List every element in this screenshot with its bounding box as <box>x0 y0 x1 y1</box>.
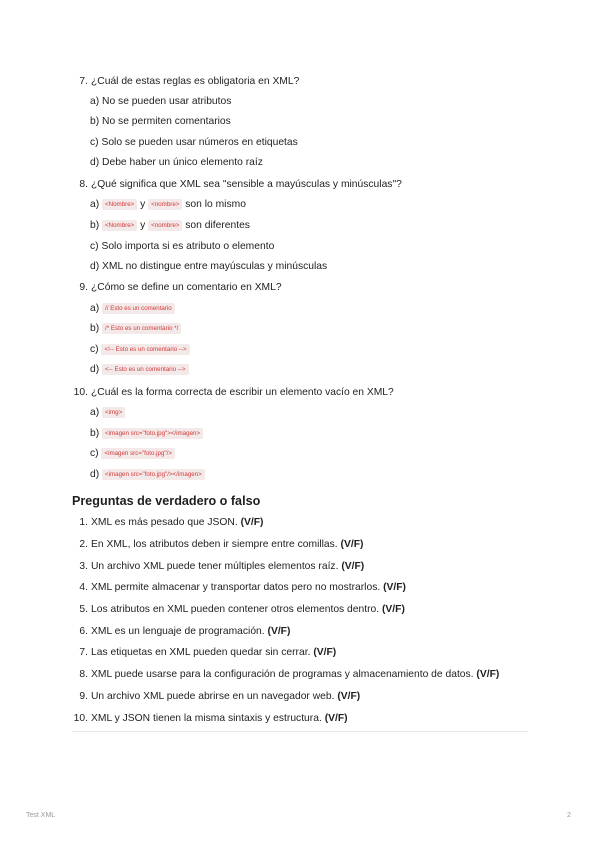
option-text: Debe haber un único elemento raíz <box>102 157 263 168</box>
code-snippet: <Nombre> <box>102 199 137 210</box>
option-label: a) <box>90 199 100 210</box>
question-text: ¿Cuál de estas reglas es obligatoria en XML? <box>91 76 300 87</box>
tf-mark: (V/F) <box>476 669 500 680</box>
option-text: No se permiten comentarios <box>102 116 231 127</box>
option-text: XML no distingue entre mayúsculas y minúsculas <box>102 261 328 272</box>
option-10c <box>90 447 175 461</box>
option-8b <box>90 219 250 233</box>
option-text: No se pueden usar atributos <box>102 96 232 107</box>
tf-mark: (V/F) <box>324 713 348 724</box>
option-7c <box>90 136 298 150</box>
option-text: Solo se pueden usar números en etiquetas <box>101 137 298 148</box>
footer-title: Test XML <box>26 812 56 819</box>
tf-number: 3. <box>79 561 88 572</box>
option-label: d) <box>90 157 100 168</box>
question-text: ¿Qué significa que XML sea "sensible a mayúsculas y minúsculas"? <box>91 179 402 190</box>
page-number: 2 <box>567 812 571 819</box>
option-8a <box>90 198 246 212</box>
tf-text: XML es más pesado que JSON. <box>91 517 238 528</box>
tf-text: Un archivo XML puede tener múltiples elementos raíz. <box>91 561 339 572</box>
tf-mark: (V/F) <box>341 561 365 572</box>
tf-number: 6. <box>79 626 88 637</box>
code-snippet: <-- Esto es un comentario --> <box>102 364 188 375</box>
tf-mark: (V/F) <box>240 517 264 528</box>
tf-text: XML y JSON tienen la misma sintaxis y estructura. <box>91 713 322 724</box>
option-label: d) <box>90 364 100 375</box>
tf-mark: (V/F) <box>383 582 406 593</box>
tf-text: Las etiquetas en XML pueden quedar sin cerrar. <box>91 647 311 658</box>
option-8d <box>90 260 327 274</box>
question-10 <box>72 386 394 400</box>
tf-number: 8. <box>79 669 88 680</box>
option-text: Solo importa si es atributo o elemento <box>101 241 275 252</box>
code-snippet: <img> <box>102 407 125 418</box>
code-snippet: <nombre> <box>148 199 182 210</box>
option-label: c) <box>90 344 99 355</box>
tf-number: 4. <box>79 582 88 593</box>
question-number: 9. <box>79 282 88 293</box>
question-text: ¿Cómo se define un comentario en XML? <box>91 282 282 293</box>
tf-item-9 <box>72 690 360 704</box>
divider <box>72 731 528 732</box>
option-label: b) <box>90 428 100 439</box>
question-text: ¿Cuál es la forma correcta de escribir un elemento vacío en XML? <box>91 387 394 398</box>
option-label: b) <box>90 220 100 231</box>
tf-mark: (V/F) <box>382 604 405 615</box>
tf-number: 2. <box>79 539 88 550</box>
option-label: c) <box>90 137 99 148</box>
code-snippet: <Nombre> <box>102 220 137 231</box>
option-9d <box>90 363 189 377</box>
question-number: 10. <box>73 387 88 398</box>
tf-number: 10. <box>73 713 88 724</box>
option-9a <box>90 302 175 316</box>
tf-item-3 <box>72 560 364 574</box>
option-label: c) <box>90 448 99 459</box>
option-label: d) <box>90 261 100 272</box>
code-snippet: <imagen src="foto.jpg"></imagen> <box>102 428 203 439</box>
tf-number: 7. <box>79 647 88 658</box>
option-7d <box>90 156 263 170</box>
tf-item-10 <box>72 712 348 726</box>
code-snippet: <imagen src="foto.jpg"/> <box>101 448 175 459</box>
tf-item-2 <box>72 538 363 552</box>
tf-mark: (V/F) <box>267 626 291 637</box>
tf-text: Los atributos en XML pueden contener otros elementos dentro. <box>91 604 380 615</box>
tf-mark: (V/F) <box>313 647 337 658</box>
tf-item-5 <box>72 603 405 617</box>
option-10a <box>90 406 125 420</box>
code-snippet: /* Esto es un comentario */ <box>102 323 181 334</box>
code-snippet: <nombre> <box>148 220 182 231</box>
option-connector: y <box>140 220 146 231</box>
tf-text: XML puede usarse para la configuración de programas y almacenamiento de datos. <box>91 669 474 680</box>
option-label: b) <box>90 323 100 334</box>
section-heading: Preguntas de verdadero o falso <box>72 494 261 508</box>
tf-text: XML permite almacenar y transportar datos pero no mostrarlos. <box>91 582 381 593</box>
option-label: a) <box>90 407 100 418</box>
tf-item-7 <box>72 646 336 660</box>
tf-item-8 <box>72 668 499 682</box>
tf-item-6 <box>72 625 290 639</box>
option-7a <box>90 95 231 109</box>
tf-mark: (V/F) <box>340 539 364 550</box>
option-7b <box>90 115 231 129</box>
question-number: 8. <box>79 179 88 190</box>
option-text: son lo mismo <box>185 199 246 210</box>
tf-mark: (V/F) <box>337 691 361 702</box>
code-snippet: // Esto es un comentario <box>102 303 175 314</box>
code-snippet: <imagen src="foto.jpg"/></imagen> <box>102 469 205 480</box>
tf-text: En XML, los atributos deben ir siempre entre comillas. <box>91 539 338 550</box>
tf-text: Un archivo XML puede abrirse en un navegador web. <box>91 691 335 702</box>
tf-item-1 <box>72 516 263 530</box>
option-connector: y <box>140 199 146 210</box>
tf-number: 5. <box>79 604 88 615</box>
option-label: a) <box>90 96 100 107</box>
option-label: c) <box>90 241 99 252</box>
tf-number: 9. <box>79 691 88 702</box>
option-text: son diferentes <box>185 220 250 231</box>
option-label: d) <box>90 469 100 480</box>
tf-text: XML es un lenguaje de programación. <box>91 626 265 637</box>
question-8 <box>72 178 402 192</box>
tf-item-4 <box>72 581 406 595</box>
option-label: b) <box>90 116 100 127</box>
code-snippet: <!-- Esto es un comentario --> <box>101 344 189 355</box>
question-number: 7. <box>79 76 88 87</box>
option-label: a) <box>90 303 100 314</box>
tf-number: 1. <box>79 517 88 528</box>
option-8c <box>90 240 274 254</box>
option-10d <box>90 468 205 482</box>
option-10b <box>90 427 203 441</box>
option-9b <box>90 322 181 336</box>
question-9 <box>72 281 282 295</box>
option-9c <box>90 343 190 357</box>
question-7 <box>72 75 299 89</box>
